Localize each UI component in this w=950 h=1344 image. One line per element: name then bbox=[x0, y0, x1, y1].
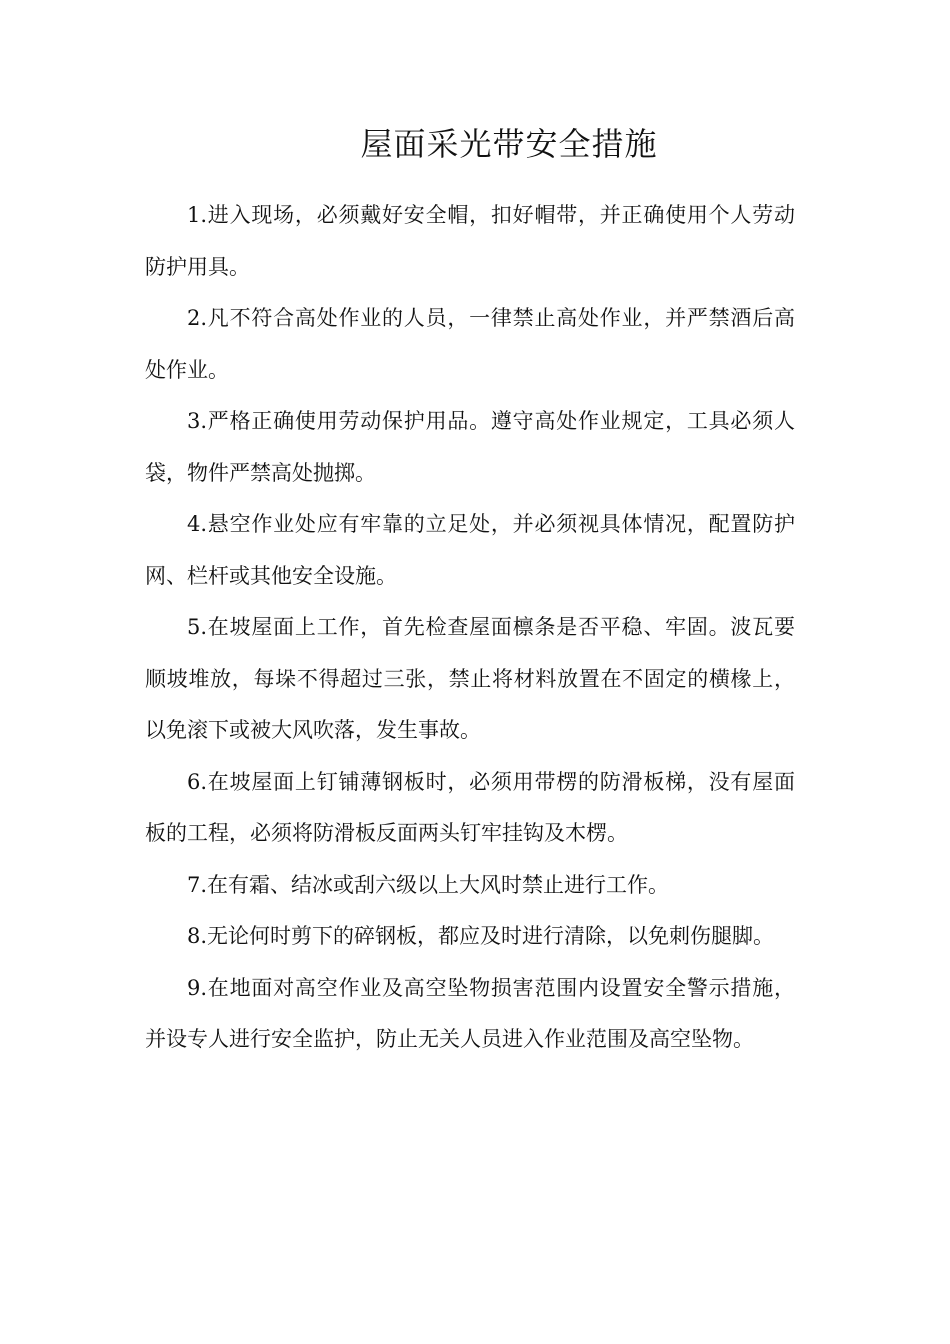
paragraph-6: 6.在坡屋面上钉铺薄钢板时，必须用带楞的防滑板梯，没有屋面板的工程，必须将防滑板反面两头钉牢挂钩及木楞。 bbox=[145, 769, 795, 845]
paragraph-1: 1.进入现场，必须戴好安全帽，扣好帽带，并正确使用个人劳动防护用具。 bbox=[145, 203, 795, 279]
paragraph-5: 5.在坡屋面上工作，首先检查屋面檩条是否平稳、牢固。波瓦要顺坡堆放，每垛不得超过三张，禁止将材料放置在不固定的横椽上，以免滚下或被大风吹落，发生事故。 bbox=[145, 615, 795, 742]
paragraph-7: 7.在有霜、结冰或刮六级以上大风时禁止进行工作。 bbox=[187, 872, 670, 897]
paragraph-4: 4.悬空作业处应有牢靠的立足处，并必须视具体情况，配置防护网、栏杆或其他安全设施。 bbox=[145, 512, 795, 588]
paragraph-8: 8.无论何时剪下的碎钢板，都应及时进行清除，以免刺伤腿脚。 bbox=[187, 924, 775, 948]
document-body bbox=[145, 190, 795, 1066]
paragraph-9: 9.在地面对高空作业及高空坠物损害范围内设置安全警示措施，并设专人进行安全监护，防止无关人员进入作业范围及高空坠物。 bbox=[145, 975, 795, 1051]
paragraph-3: 3.严格正确使用劳动保护用品。遵守高处作业规定，工具必须人袋，物件严禁高处抛掷。 bbox=[145, 409, 795, 485]
paragraph-2: 2.凡不符合高处作业的人员，一律禁止高处作业，并严禁酒后高处作业。 bbox=[145, 306, 795, 382]
document-title: 屋面采光带安全措施 bbox=[360, 125, 658, 163]
